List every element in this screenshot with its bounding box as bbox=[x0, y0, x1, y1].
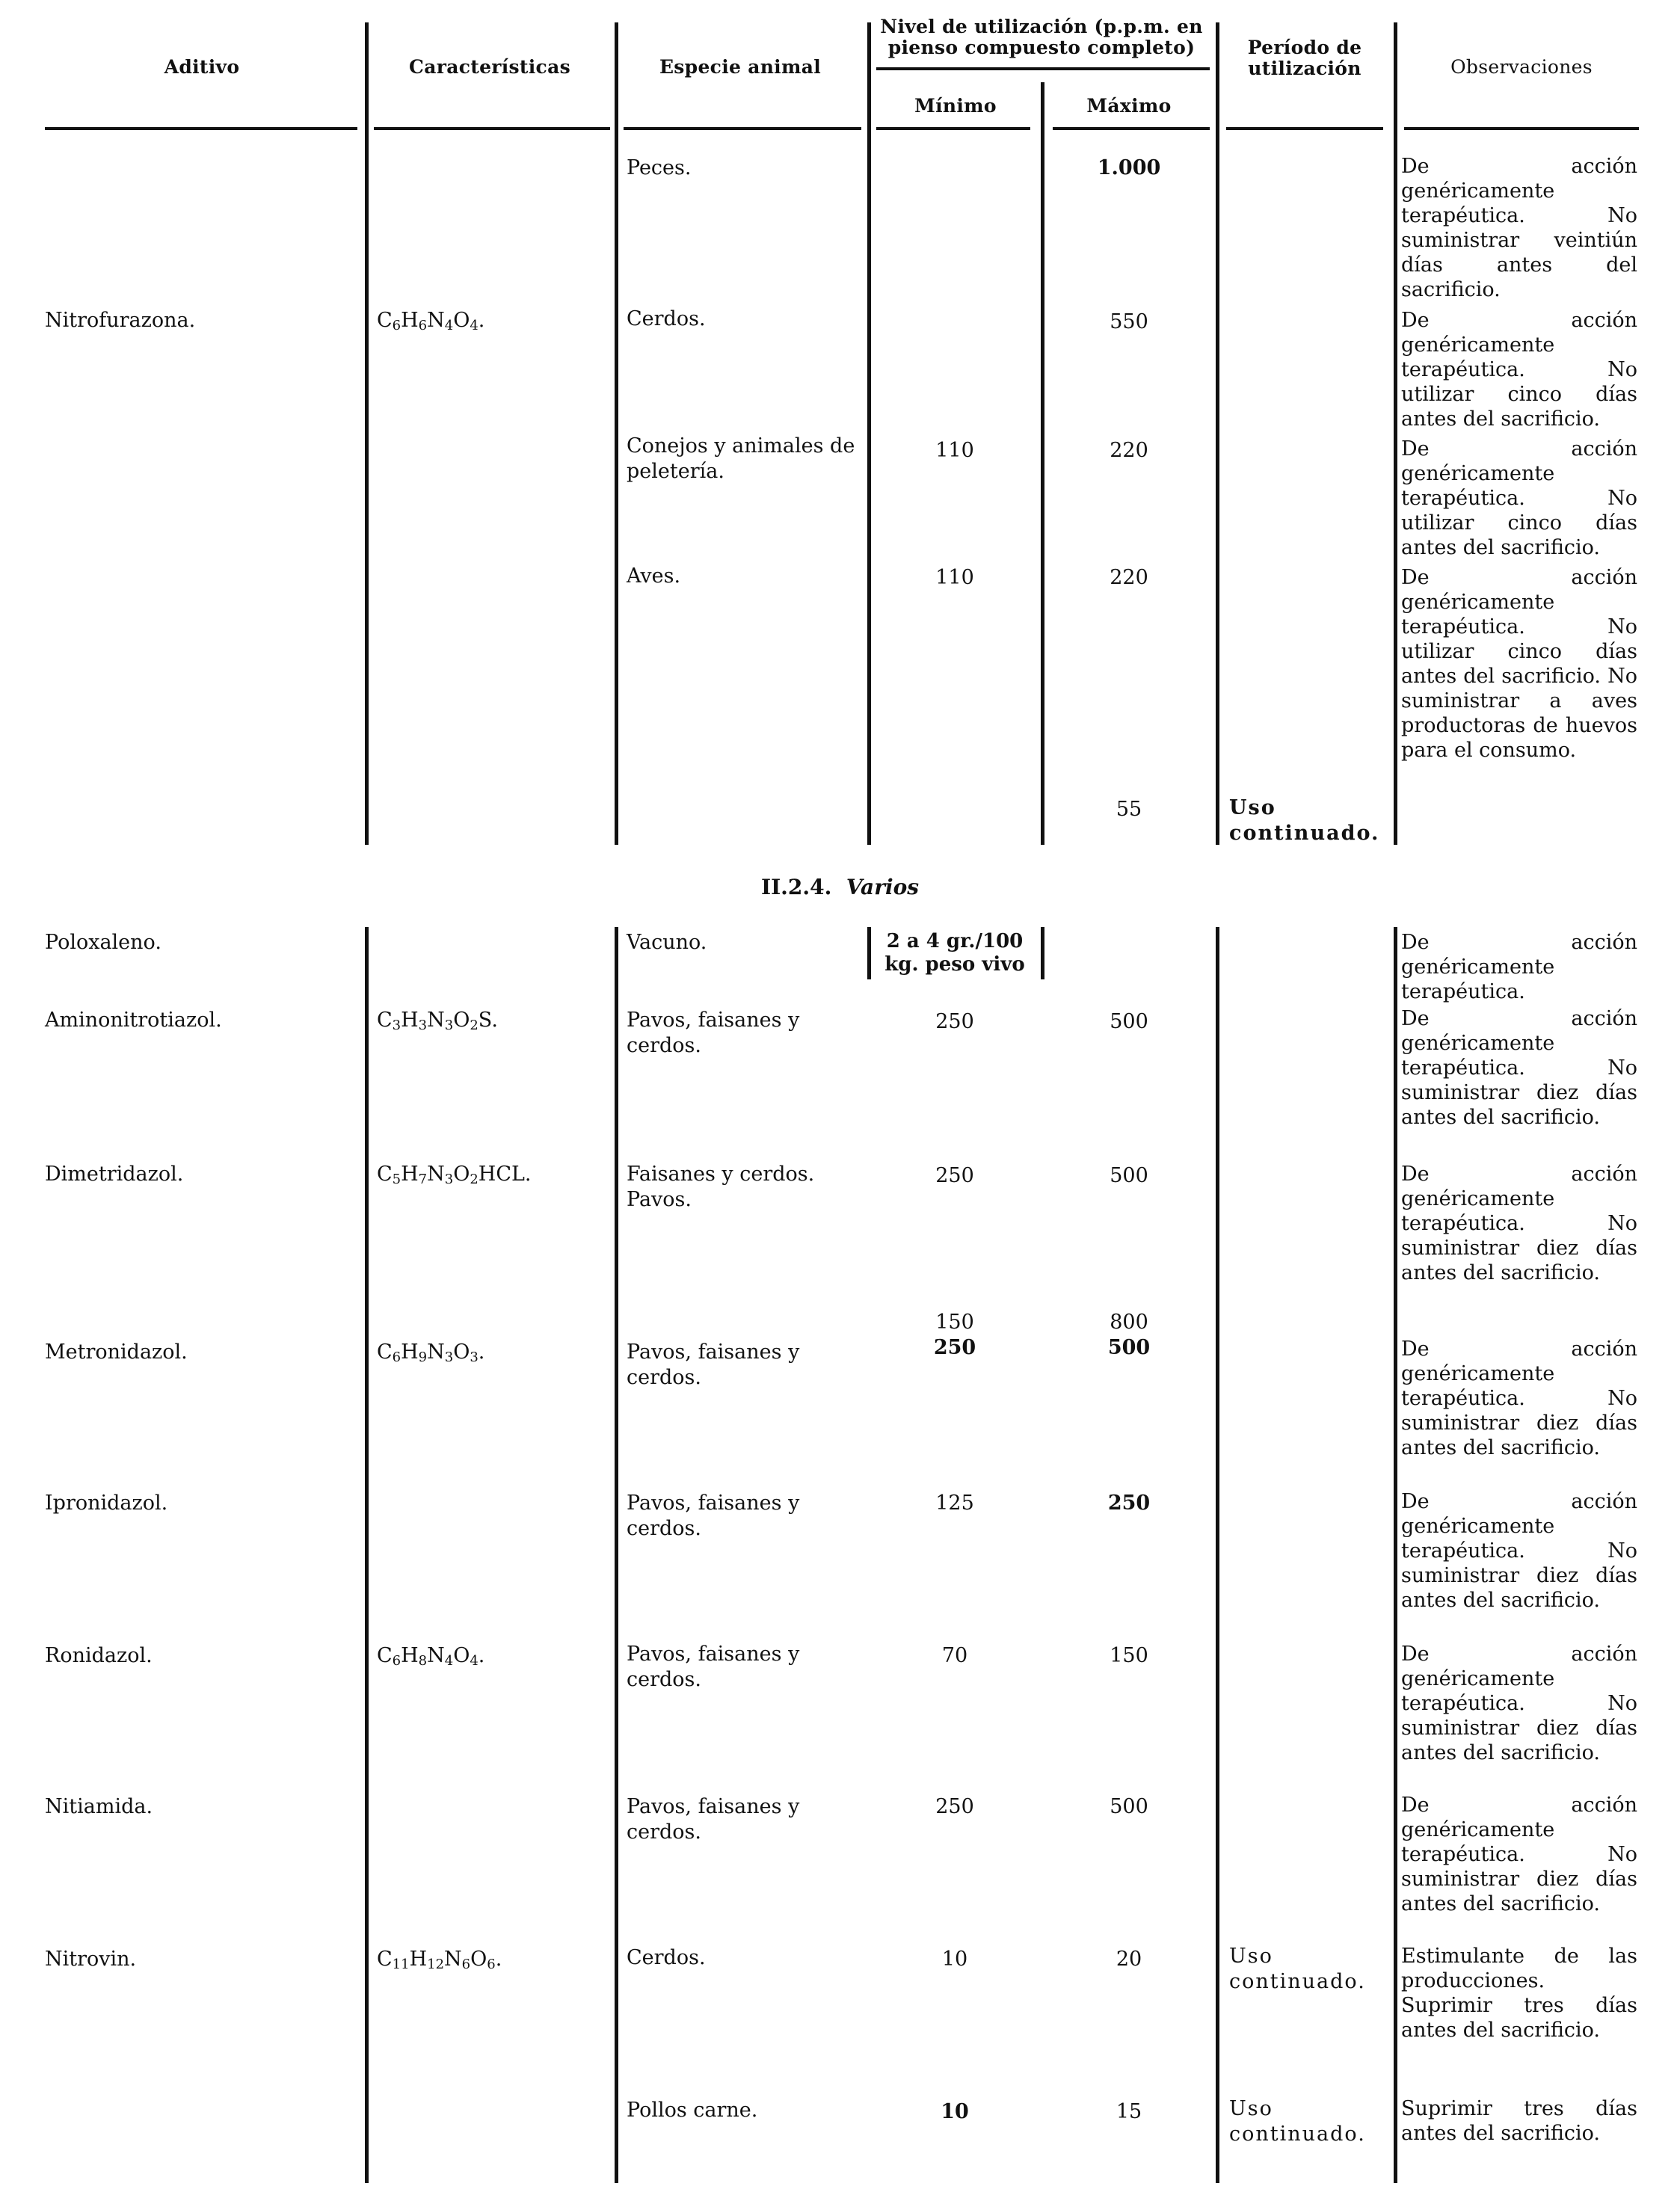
observaciones-cell: De acción genéricamente terapéutica. No utilizar cinco días antes del sacrificio. bbox=[1401, 309, 1637, 431]
additive-name: Poloxaleno. bbox=[45, 931, 161, 954]
periodo-cell: Uso continuado. bbox=[1229, 1945, 1366, 1993]
maximo-cell: 15 bbox=[1116, 2100, 1142, 2123]
additive-name: Ipronidazol. bbox=[45, 1492, 168, 1515]
minimo-cell: 150 bbox=[935, 1311, 974, 1334]
additive-name: Aminonitrotiazol. bbox=[45, 1009, 222, 1032]
header-especie: Especie animal bbox=[659, 56, 822, 78]
additive-name: Nitiamida. bbox=[45, 1795, 153, 1818]
maximo-cell: 220 bbox=[1110, 566, 1148, 589]
header-periodo: Período de utilización bbox=[1247, 37, 1362, 79]
column-rule bbox=[365, 22, 369, 845]
additive-formula: $C_6H_6N_4O_4$. bbox=[377, 309, 485, 333]
minimo-cell: 10 bbox=[941, 2100, 969, 2123]
especie-cell: Cerdos. bbox=[627, 1946, 706, 1969]
especie-cell: Vacuno. bbox=[627, 931, 707, 954]
header-nivel: Nivel de utilización (p.p.m. en pienso compuesto completo) bbox=[880, 16, 1203, 58]
column-rule bbox=[365, 927, 369, 2183]
additive-formula: $C_6H_8N_4O_4$. bbox=[377, 1644, 485, 1669]
column-rule bbox=[1394, 927, 1397, 2183]
especie-cell: Cerdos. bbox=[627, 307, 706, 330]
header-rule-nivel bbox=[876, 67, 1210, 70]
minimo-cell: 250 bbox=[935, 1010, 974, 1033]
section-number: II.2.4. bbox=[760, 875, 832, 899]
maximo-cell: 220 bbox=[1110, 439, 1148, 462]
additive-name: Dimetridazol. bbox=[45, 1163, 184, 1186]
minimo-cell: 70 bbox=[941, 1644, 968, 1667]
especie-cell: Peces. bbox=[627, 156, 692, 179]
header-rule-observaciones bbox=[1404, 127, 1639, 130]
column-rule bbox=[1041, 82, 1044, 845]
observaciones-cell: De acción genéricamente terapéutica. No suministrar veintiún días antes del sacrificio. bbox=[1401, 155, 1637, 301]
additive-name: Ronidazol. bbox=[45, 1644, 153, 1667]
minimo-cell: 250 bbox=[935, 1795, 974, 1818]
minimo-cell: 250 bbox=[933, 1336, 976, 1359]
section-title bbox=[0, 875, 1680, 899]
especie-cell: Conejos y animales de peletería. bbox=[627, 434, 855, 483]
especie-cell: Pavos, faisanes y cerdos. bbox=[627, 1643, 800, 1691]
column-rule bbox=[1394, 22, 1397, 845]
header-aditivo: Aditivo bbox=[164, 56, 240, 78]
maximo-cell: 550 bbox=[1110, 310, 1148, 333]
column-rule bbox=[867, 927, 871, 979]
especie-cell: Aves. bbox=[627, 564, 681, 588]
additive-name: Nitrovin. bbox=[45, 1948, 137, 1971]
observaciones-cell: De acción genéricamente terapéutica. No suministrar diez días antes del sacrificio. bbox=[1401, 1643, 1637, 1764]
especie-cell: Pavos, faisanes y cerdos. bbox=[627, 1492, 800, 1540]
header-observaciones: Observaciones bbox=[1450, 56, 1593, 78]
additive-name: Metronidazol. bbox=[45, 1340, 188, 1364]
section-name: Varios bbox=[846, 875, 920, 899]
especie-cell: Pavos, faisanes y cerdos. bbox=[627, 1009, 800, 1057]
column-rule bbox=[1216, 927, 1219, 2183]
observaciones-cell: De acción genéricamente terapéutica. No utilizar cinco días antes del sacrificio. No suministrar a aves productoras de huevos para el consumo. bbox=[1401, 566, 1637, 762]
header-minimo: Mínimo bbox=[914, 95, 997, 117]
observaciones-cell: Estimulante de las producciones. Suprimir tres días antes del sacrificio. bbox=[1401, 1945, 1637, 2042]
maximo-cell: 20 bbox=[1116, 1948, 1142, 1971]
maximo-cell: 800 bbox=[1110, 1311, 1148, 1334]
minimo-cell: 10 bbox=[941, 1948, 968, 1971]
minimo-cell: 110 bbox=[935, 566, 974, 589]
observaciones-cell: De acción genéricamente terapéutica. No suministrar diez días antes del sacrificio. bbox=[1401, 1007, 1637, 1129]
maximo-cell: 500 bbox=[1107, 1336, 1151, 1359]
maximo-cell: 500 bbox=[1110, 1164, 1148, 1187]
header-rule-aditivo bbox=[45, 127, 357, 130]
header-rule-maximo bbox=[1053, 127, 1210, 130]
observaciones-cell: De acción genéricamente terapéutica. No utilizar cinco días antes del sacrificio. bbox=[1401, 437, 1637, 559]
maximo-cell: 500 bbox=[1110, 1795, 1148, 1818]
column-rule bbox=[615, 927, 618, 2183]
column-rule bbox=[867, 22, 871, 845]
additive-name: Nitrofurazona. bbox=[45, 309, 196, 332]
maximo-cell: 250 bbox=[1107, 1492, 1151, 1515]
observaciones-cell: De acción genéricamente terapéutica. bbox=[1401, 931, 1637, 1003]
minimo-cell: 250 bbox=[935, 1164, 974, 1187]
maximo-cell: 55 bbox=[1116, 798, 1142, 821]
observaciones-cell: De acción genéricamente terapéutica. No suministrar diez días antes del sacrificio. bbox=[1401, 1490, 1637, 1612]
observaciones-cell: Suprimir tres días antes del sacrificio. bbox=[1401, 2097, 1637, 2145]
minimo-cell: 2 a 4 gr./100 kg. peso vivo bbox=[884, 930, 1025, 976]
especie-cell: Pavos, faisanes y cerdos. bbox=[627, 1795, 800, 1844]
column-rule bbox=[1216, 22, 1219, 845]
minimo-cell: 125 bbox=[935, 1492, 974, 1515]
maximo-cell: 1.000 bbox=[1097, 156, 1161, 179]
periodo-cell: Uso continuado. bbox=[1229, 796, 1380, 845]
periodo-cell: Uso continuado. bbox=[1229, 2097, 1366, 2146]
column-rule bbox=[615, 22, 618, 845]
header-rule-especie bbox=[624, 127, 861, 130]
especie-cell: Pavos, faisanes y cerdos. bbox=[627, 1340, 800, 1389]
header-rule-caracteristicas bbox=[374, 127, 610, 130]
additive-formula: $C_6H_9N_3O_3$. bbox=[377, 1340, 485, 1365]
maximo-cell: 500 bbox=[1110, 1010, 1148, 1033]
header-maximo: Máximo bbox=[1086, 95, 1172, 117]
additive-formula: $C_{11}H_{12}N_6O_6$. bbox=[377, 1948, 502, 1972]
additive-formula: $C_3H_3N_3O_2S$. bbox=[377, 1009, 498, 1033]
header-rule-minimo bbox=[876, 127, 1030, 130]
especie-cell: Pollos carne. bbox=[627, 2099, 758, 2122]
observaciones-cell: De acción genéricamente terapéutica. No suministrar diez días antes del sacrificio. bbox=[1401, 1794, 1637, 1915]
minimo-cell: 110 bbox=[935, 439, 974, 462]
observaciones-cell: De acción genéricamente terapéutica. No suministrar diez días antes del sacrificio. bbox=[1401, 1338, 1637, 1459]
maximo-cell: 150 bbox=[1110, 1644, 1148, 1667]
additive-formula: $C_5H_7N_3O_2HCL$. bbox=[377, 1163, 532, 1187]
header-rule-periodo bbox=[1226, 127, 1383, 130]
header-caracteristicas: Características bbox=[409, 56, 570, 78]
observaciones-cell: De acción genéricamente terapéutica. No suministrar diez días antes del sacrificio. bbox=[1401, 1163, 1637, 1284]
especie-cell: Faisanes y cerdos. Pavos. bbox=[627, 1163, 815, 1211]
column-rule bbox=[1041, 927, 1044, 979]
